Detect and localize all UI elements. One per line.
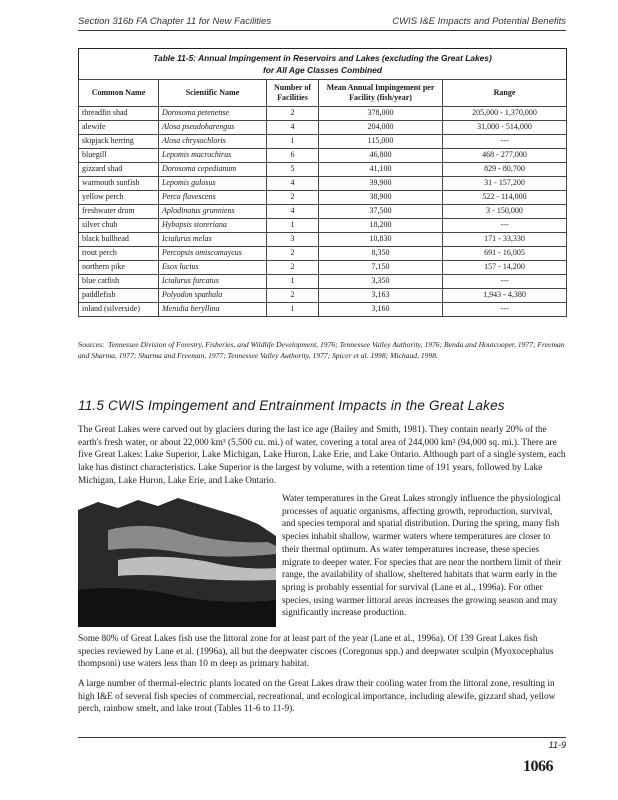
cell-common-name: northern pike (79, 261, 159, 275)
header-right-text: CWIS I&E Impacts and Potential Benefits (392, 16, 566, 27)
paragraph-water-temperatures: Water temperatures in the Great Lakes strongly influence the physiological processes of aquatic organisms, affecting growth, reproduction, survival, and species temporal and spatial distribution. During the spring, many fish species inhabit shallow, warmer waters where temperatures are closer to their thermal optimum. As water temperatures increase, these species migrate to deeper water. For species that are near the northern limit of their range, the availability of shallow, sheltered habitats that warm early in the spring is probably essential for survival (Lane et al., 1996a). For other species, using warmer littoral areas increases the growing season and may significantly increase production. (282, 494, 562, 619)
table-row (79, 135, 567, 149)
cell-range: 157 - 14,200 (443, 261, 567, 275)
cell-common-name: silver chub (79, 219, 159, 233)
cell-facilities: 1 (267, 135, 319, 149)
cell-mean-impingement: 378,000 (319, 107, 443, 121)
table-row (79, 177, 567, 191)
bates-stamp: 1066 (523, 758, 553, 775)
cell-scientific-name: Lepomis gulosus (159, 177, 267, 191)
cell-scientific-name: Dorosoma cepedianum (159, 163, 267, 177)
table-title (78, 48, 567, 79)
cell-facilities: 1 (267, 275, 319, 289)
cell-mean-impingement: 18,200 (319, 219, 443, 233)
cell-mean-impingement: 41,100 (319, 163, 443, 177)
page-number: 11-9 (548, 740, 566, 750)
cell-common-name: inland (silverside) (79, 303, 159, 317)
section-heading: 11.5 CWIS Impingement and Entrainment Impacts in the Great Lakes (78, 398, 505, 413)
table-row (79, 191, 567, 205)
cell-common-name: gizzard shad (79, 163, 159, 177)
table-row (79, 107, 567, 121)
cell-facilities: 4 (267, 205, 319, 219)
cell-mean-impingement: 7,150 (319, 261, 443, 275)
table-sources (78, 339, 566, 361)
cell-mean-impingement: 204,000 (319, 121, 443, 135)
lake-shoreline-photo (78, 490, 276, 627)
cell-range: --- (443, 219, 567, 233)
table-header (79, 80, 567, 107)
cell-scientific-name: Menidia beryllina (159, 303, 267, 317)
cell-mean-impingement: 3,160 (319, 303, 443, 317)
sources-text: Tennessee Division of Forestry, Fisheries, and Wildlife Development, 1976; Tennessee Valley Authority, 1976; Benda and Houtcooper, 1977; Freeman and Sharma, 1977; Sharma and Freeman, 1977; Tennessee Valley Authority, 1977; Spicer et al. 1998; Michaud, 1998. (78, 340, 565, 360)
impingement-table (78, 48, 567, 317)
cell-range: 829 - 80,700 (443, 163, 567, 177)
cell-facilities: 5 (267, 163, 319, 177)
cell-range: --- (443, 275, 567, 289)
cell-range: --- (443, 303, 567, 317)
cell-facilities: 2 (267, 107, 319, 121)
table-row (79, 149, 567, 163)
cell-range: 691 - 16,005 (443, 247, 567, 261)
cell-facilities: 2 (267, 289, 319, 303)
cell-mean-impingement: 38,900 (319, 191, 443, 205)
table-row (79, 261, 567, 275)
page-header (78, 16, 566, 30)
table-title-line1: Table 11-5: Annual Impingement in Reservoirs and Lakes (excluding the Great Lakes) (153, 53, 492, 63)
cell-facilities: 1 (267, 219, 319, 233)
cell-common-name: trout perch (79, 247, 159, 261)
cell-scientific-name: Perca flavescens (159, 191, 267, 205)
cell-scientific-name: Ictalurus melas (159, 233, 267, 247)
photo-graphic (78, 490, 276, 627)
sources-label: Sources: (78, 340, 105, 349)
table-row (79, 289, 567, 303)
table-row (79, 303, 567, 317)
paragraph-littoral-zone: Some 80% of Great Lakes fish use the littoral zone for at least part of the year (Lane et al., 1996a). Of 139 Great Lakes fish species reviewed by Lane et al. (1996a), all but the deepwater ciscoes (Coregonus spp.) and deepwater sculpin (Myoxocephalus thompsoni) use waters less than 10 m deep as primary habitat. (78, 634, 554, 670)
cell-scientific-name: Ictalurus furcatus (159, 275, 267, 289)
cell-range: 522 - 114,000 (443, 191, 567, 205)
table-row (79, 219, 567, 233)
paragraph-great-lakes-overview: The Great Lakes were carved out by glaciers during the last ice age (Bailey and Smith, 1981). They contain nearly 20% of the earth's fresh water, or about 22,000 km³ (5,500 cu. mi.) of water, covering a total area of 244,000 km² (94,000 sq. mi.). There are five Great Lakes: Lake Superior, Lake Michigan, Lake Huron, Lake Erie, and Lake Ontario. Although part of a single system, each lake has distinct characteristics. Lake Superior is the largest by volume, with a retention time of 191 years, followed by Lake Michigan, Lake Huron, Lake Erie, and Lake Ontario. (78, 425, 566, 486)
col-header-range: Range (443, 80, 567, 107)
table-row (79, 205, 567, 219)
cell-mean-impingement: 10,830 (319, 233, 443, 247)
cell-range: 3 - 150,000 (443, 205, 567, 219)
cell-common-name: paddlefish (79, 289, 159, 303)
cell-scientific-name: Percopsis omiscomaycus (159, 247, 267, 261)
cell-scientific-name: Hybopsis storeriana (159, 219, 267, 233)
cell-range: 171 - 33,330 (443, 233, 567, 247)
col-header-facilities: Number of Facilities (267, 80, 319, 107)
cell-scientific-name: Dorosoma petenense (159, 107, 267, 121)
cell-scientific-name: Polyodon spathula (159, 289, 267, 303)
table-body (79, 107, 567, 317)
header-rule (78, 30, 566, 31)
table-title-line2: for All Age Classes Combined (263, 65, 382, 75)
table-row (79, 233, 567, 247)
cell-facilities: 2 (267, 247, 319, 261)
paragraph-thermal-plants: A large number of thermal-electric plants located on the Great Lakes draw their cooling water from the littoral zone, resulting in high I&E of several fish species of commercial, recreational, and ecological importance, including alewife, gizzard shad, yellow perch, rainbow smelt, and lake trout (Tables 11-6 to 11-9). (78, 679, 556, 715)
cell-common-name: black bullhead (79, 233, 159, 247)
table-row (79, 275, 567, 289)
cell-common-name: alewife (79, 121, 159, 135)
cell-mean-impingement: 3,163 (319, 289, 443, 303)
cell-facilities: 1 (267, 303, 319, 317)
cell-facilities: 4 (267, 177, 319, 191)
cell-facilities: 2 (267, 261, 319, 275)
impingement-table-container (78, 48, 566, 317)
cell-range: 468 - 277,000 (443, 149, 567, 163)
table-row (79, 163, 567, 177)
cell-facilities: 6 (267, 149, 319, 163)
cell-range: 31,000 - 514,000 (443, 121, 567, 135)
cell-range: 31 - 157,200 (443, 177, 567, 191)
cell-facilities: 2 (267, 191, 319, 205)
cell-scientific-name: Aplodinotus grunniens (159, 205, 267, 219)
cell-common-name: yellow perch (79, 191, 159, 205)
table-row (79, 247, 567, 261)
cell-mean-impingement: 3,350 (319, 275, 443, 289)
cell-common-name: bluegill (79, 149, 159, 163)
cell-common-name: skipjack herring (79, 135, 159, 149)
cell-range: --- (443, 135, 567, 149)
cell-mean-impingement: 46,800 (319, 149, 443, 163)
cell-scientific-name: Alosa chrysochloris (159, 135, 267, 149)
cell-common-name: threadfin shad (79, 107, 159, 121)
cell-scientific-name: Alosa pseudoharengus (159, 121, 267, 135)
col-header-scientific-name: Scientific Name (159, 80, 267, 107)
cell-common-name: blue catfish (79, 275, 159, 289)
cell-common-name: warmouth sunfish (79, 177, 159, 191)
cell-mean-impingement: 39,900 (319, 177, 443, 191)
cell-mean-impingement: 37,500 (319, 205, 443, 219)
cell-range: 1,943 - 4,380 (443, 289, 567, 303)
table-row (79, 121, 567, 135)
cell-mean-impingement: 115,000 (319, 135, 443, 149)
cell-range: 205,000 - 1,370,000 (443, 107, 567, 121)
cell-facilities: 3 (267, 233, 319, 247)
col-header-common-name: Common Name (79, 80, 159, 107)
cell-facilities: 4 (267, 121, 319, 135)
col-header-mean-impingement: Mean Annual Impingement per Facility (fish/year) (319, 80, 443, 107)
header-left-text: Section 316b FA Chapter 11 for New Facilities (78, 16, 272, 27)
cell-scientific-name: Lepomis macrochirus (159, 149, 267, 163)
cell-mean-impingement: 8,350 (319, 247, 443, 261)
footer-rule (78, 737, 566, 738)
cell-common-name: freshwater drum (79, 205, 159, 219)
cell-scientific-name: Esox lucius (159, 261, 267, 275)
